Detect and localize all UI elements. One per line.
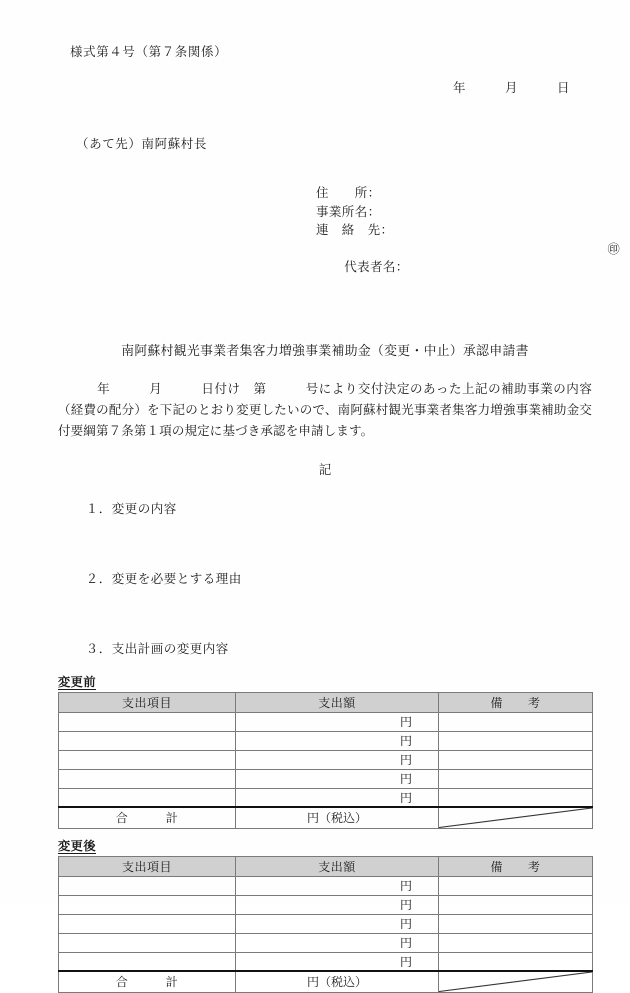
cell-item[interactable] bbox=[59, 952, 236, 971]
table-row bbox=[59, 876, 593, 895]
table-row bbox=[59, 731, 593, 750]
ki-marker: 記 bbox=[318, 462, 332, 477]
expense-table-after-block bbox=[58, 836, 592, 993]
table-row bbox=[59, 933, 593, 952]
date-line: 年 月 日 bbox=[452, 81, 570, 95]
cell-item[interactable] bbox=[59, 712, 236, 731]
cell-note[interactable] bbox=[439, 731, 593, 750]
table-header-row bbox=[59, 692, 593, 712]
column-header-amount: 支出額 bbox=[236, 692, 439, 712]
applicant-field-representative bbox=[316, 240, 620, 314]
applicant-field-address: 住 所： bbox=[316, 186, 381, 200]
cell-total-label: 合 計 bbox=[59, 807, 236, 828]
cell-amount[interactable]: 円 bbox=[236, 731, 439, 750]
list-item-1 bbox=[64, 484, 592, 532]
cell-note[interactable] bbox=[439, 769, 593, 788]
list-item-2 bbox=[64, 554, 592, 602]
cell-note[interactable] bbox=[439, 895, 593, 914]
list-item-1-label: 変更の内容 bbox=[111, 501, 177, 516]
cell-item[interactable] bbox=[59, 914, 236, 933]
applicant-block bbox=[58, 184, 620, 314]
cell-amount[interactable]: 円 bbox=[236, 750, 439, 769]
table-row bbox=[59, 769, 593, 788]
cell-item[interactable] bbox=[59, 731, 236, 750]
cell-total-amount[interactable]: 円（税込） bbox=[236, 971, 439, 992]
column-header-item: 支出項目 bbox=[59, 692, 236, 712]
cell-note[interactable] bbox=[439, 788, 593, 807]
cell-item[interactable] bbox=[59, 788, 236, 807]
list-item-3-number: ３． bbox=[85, 641, 112, 656]
document-content bbox=[58, 42, 620, 993]
cell-total-label: 合 計 bbox=[59, 971, 236, 992]
list-item-3 bbox=[64, 624, 592, 672]
expense-table-before-block bbox=[58, 672, 592, 829]
table-row bbox=[59, 952, 593, 971]
column-header-note: 備 考 bbox=[439, 856, 593, 876]
diagonal-strike-icon bbox=[439, 972, 592, 992]
expense-table-after bbox=[58, 856, 593, 993]
cell-amount[interactable]: 円 bbox=[236, 876, 439, 895]
table-row bbox=[59, 895, 593, 914]
section-label-before: 変更前 bbox=[58, 674, 97, 689]
page-title: 南阿蘇村観光事業者集客力増強事業補助金（変更・中止）承認申請書 bbox=[121, 343, 529, 358]
cell-note[interactable] bbox=[439, 952, 593, 971]
cell-note[interactable] bbox=[439, 876, 593, 895]
column-header-note: 備 考 bbox=[439, 692, 593, 712]
applicant-field-contact: 連 絡 先： bbox=[316, 223, 394, 237]
cell-total-note-struck bbox=[439, 971, 593, 992]
cell-amount[interactable]: 円 bbox=[236, 769, 439, 788]
cell-note[interactable] bbox=[439, 914, 593, 933]
cell-total-amount[interactable]: 円（税込） bbox=[236, 807, 439, 828]
section-label-after: 変更後 bbox=[58, 838, 97, 853]
cell-item[interactable] bbox=[59, 750, 236, 769]
list-item-2-label: 変更を必要とする理由 bbox=[111, 571, 242, 586]
cell-amount[interactable]: 円 bbox=[236, 895, 439, 914]
cell-note[interactable] bbox=[439, 750, 593, 769]
cell-amount[interactable]: 円 bbox=[236, 933, 439, 952]
table-row bbox=[59, 750, 593, 769]
table-total-row bbox=[59, 807, 593, 828]
cell-amount[interactable]: 円 bbox=[236, 712, 439, 731]
diagonal-strike-icon bbox=[439, 808, 592, 828]
expense-table-before bbox=[58, 692, 593, 829]
applicant-field-business-name: 事業所名： bbox=[316, 204, 381, 219]
seal-icon: ㊞ bbox=[607, 241, 620, 256]
cell-total-note-struck bbox=[439, 807, 593, 828]
cell-item[interactable] bbox=[59, 895, 236, 914]
cell-item[interactable] bbox=[59, 876, 236, 895]
cell-amount[interactable]: 円 bbox=[236, 914, 439, 933]
table-total-row bbox=[59, 971, 593, 992]
column-header-amount: 支出額 bbox=[236, 856, 439, 876]
addressee-line: （あて先）南阿蘇村長 bbox=[76, 137, 208, 151]
list-item-3-label: 支出計画の変更内容 bbox=[111, 641, 229, 656]
form-number: 様式第４号（第７条関係） bbox=[70, 45, 228, 59]
cell-amount[interactable]: 円 bbox=[236, 788, 439, 807]
body-paragraph: 年 月 日付け 第 号により交付決定のあった上記の補助事業の内容（経費の配分）を下記のとおり変更したいので、南阿蘇村観光事業者集客力増強事業補助金交付要綱第７条第１項の規定に基づき承認を申請します。 bbox=[58, 381, 592, 438]
table-header-row bbox=[59, 856, 593, 876]
cell-item[interactable] bbox=[59, 933, 236, 952]
list-item-2-number: ２． bbox=[85, 571, 112, 586]
table-row bbox=[59, 914, 593, 933]
cell-item[interactable] bbox=[59, 769, 236, 788]
cell-note[interactable] bbox=[439, 712, 593, 731]
list-item-1-number: １． bbox=[85, 501, 112, 516]
applicant-field-representative-label: 代表者名： bbox=[344, 260, 409, 274]
cell-amount[interactable]: 円 bbox=[236, 952, 439, 971]
table-row bbox=[59, 788, 593, 807]
cell-note[interactable] bbox=[439, 933, 593, 952]
column-header-item: 支出項目 bbox=[59, 856, 236, 876]
table-row bbox=[59, 712, 593, 731]
